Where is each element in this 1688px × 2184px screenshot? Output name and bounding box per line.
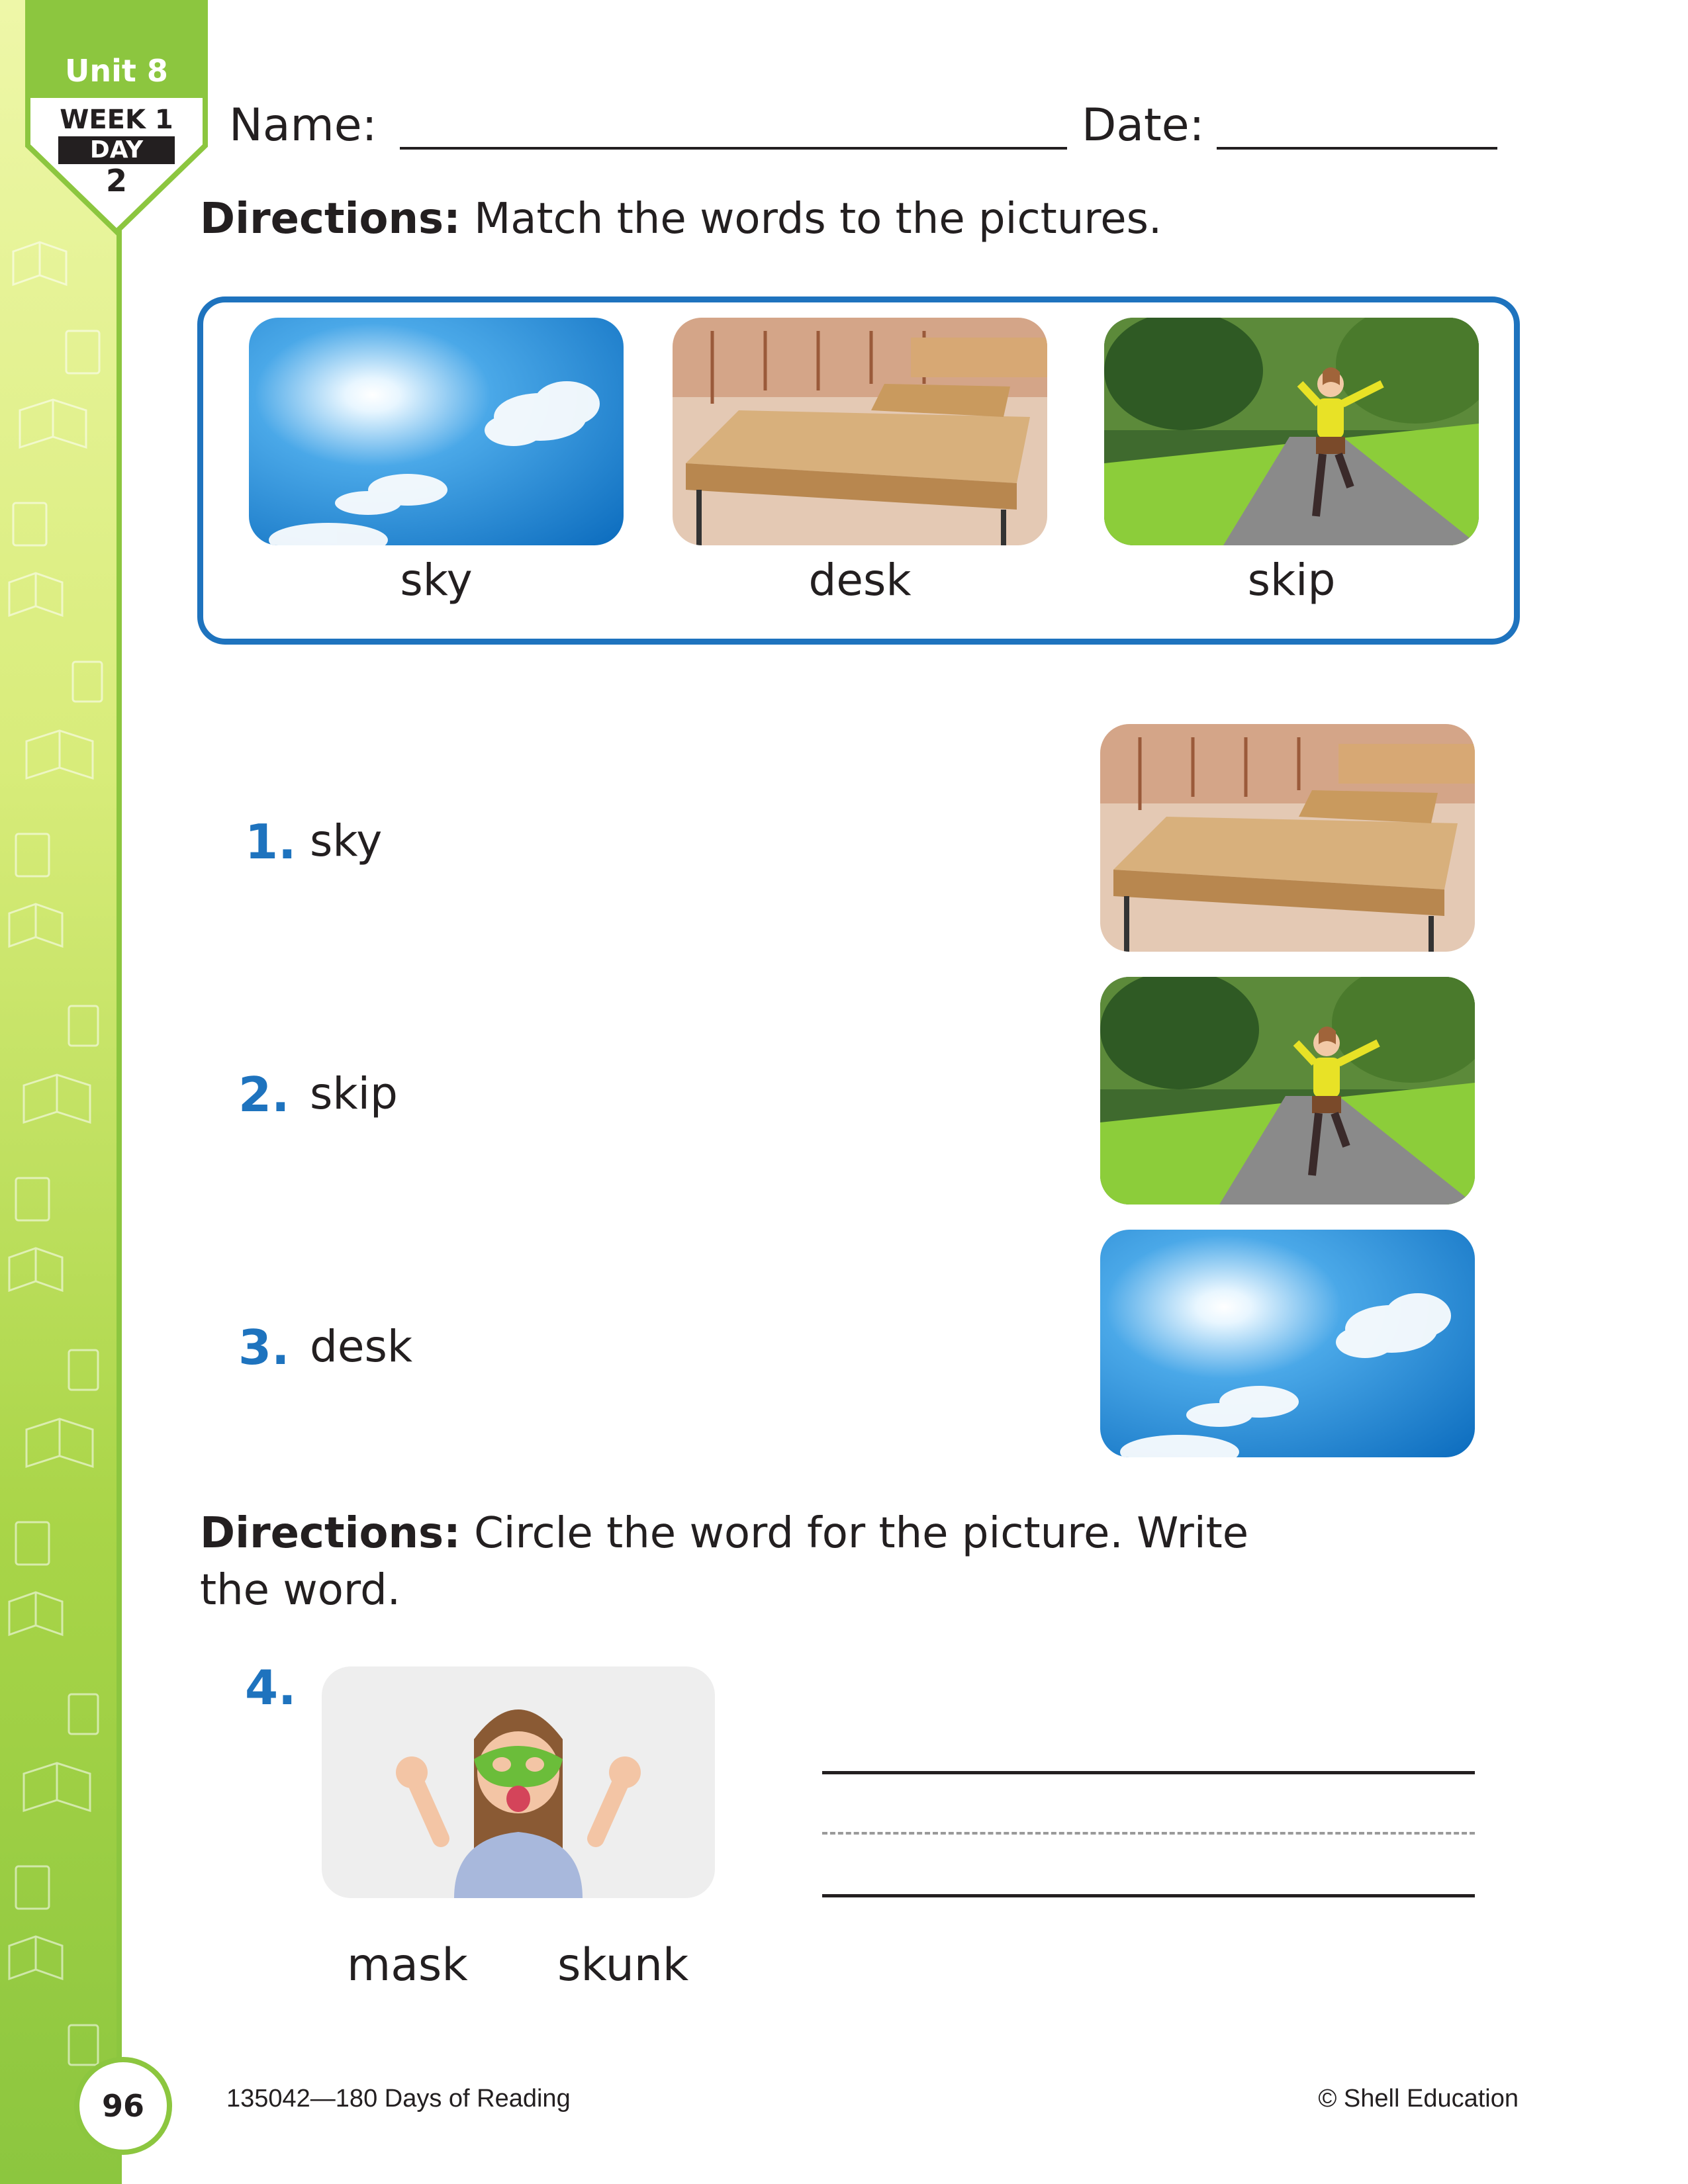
page-number: 96: [74, 2057, 172, 2155]
write-top-line[interactable]: [822, 1771, 1475, 1774]
directions-text-2: Circle the word for the picture. Write: [460, 1509, 1249, 1558]
book-pattern-decoration: [0, 0, 117, 2184]
item-word-3[interactable]: desk: [310, 1321, 413, 1372]
girl-wearing-mask-photo: [322, 1666, 715, 1898]
directions-label: Directions:: [200, 195, 461, 244]
write-bottom-line[interactable]: [822, 1894, 1475, 1897]
bank-word-sky: sky: [400, 555, 473, 606]
week-label: WEEK 1: [60, 105, 173, 135]
item-number-2: 2.: [238, 1067, 290, 1122]
girl-skipping-photo: [1104, 318, 1479, 545]
unit-label: Unit 8: [65, 53, 168, 89]
item-word-1[interactable]: sky: [310, 815, 383, 866]
bank-word-skip: skip: [1247, 555, 1336, 606]
footer-copyright: © Shell Education: [1318, 2085, 1519, 2113]
item-number-4: 4.: [245, 1660, 297, 1715]
match-picture-skip[interactable]: [1100, 977, 1475, 1205]
directions-text: Match the words to the pictures.: [460, 195, 1162, 244]
match-picture-sky[interactable]: [1100, 1230, 1475, 1457]
directions-label-2: Directions:: [200, 1509, 461, 1558]
day-number: 2: [105, 163, 127, 199]
sky-photo: [249, 318, 624, 545]
name-label: Name:: [229, 99, 377, 152]
write-dashed-midline[interactable]: [822, 1832, 1475, 1835]
choice-mask[interactable]: mask: [347, 1939, 468, 1991]
item-word-2[interactable]: skip: [310, 1068, 398, 1119]
day-label: DAY: [58, 136, 175, 164]
match-picture-desk[interactable]: [1100, 724, 1475, 952]
side-decoration-strip: [0, 0, 117, 2184]
item-number-3: 3.: [238, 1320, 290, 1375]
unit-badge: [24, 0, 209, 238]
date-write-line[interactable]: [1217, 147, 1497, 150]
directions-match: [200, 191, 1391, 248]
item-number-1: 1.: [245, 814, 297, 870]
name-write-line[interactable]: [400, 147, 1067, 150]
directions-text-2b: the word.: [200, 1566, 401, 1615]
side-border-line: [117, 0, 122, 2184]
choice-skunk[interactable]: skunk: [557, 1939, 689, 1991]
directions-circle-write: [200, 1505, 1391, 1619]
bank-word-desk: desk: [808, 555, 912, 606]
desk-photo: [673, 318, 1047, 545]
date-label: Date:: [1082, 99, 1205, 152]
footer-book-title: 135042—180 Days of Reading: [226, 2085, 571, 2113]
